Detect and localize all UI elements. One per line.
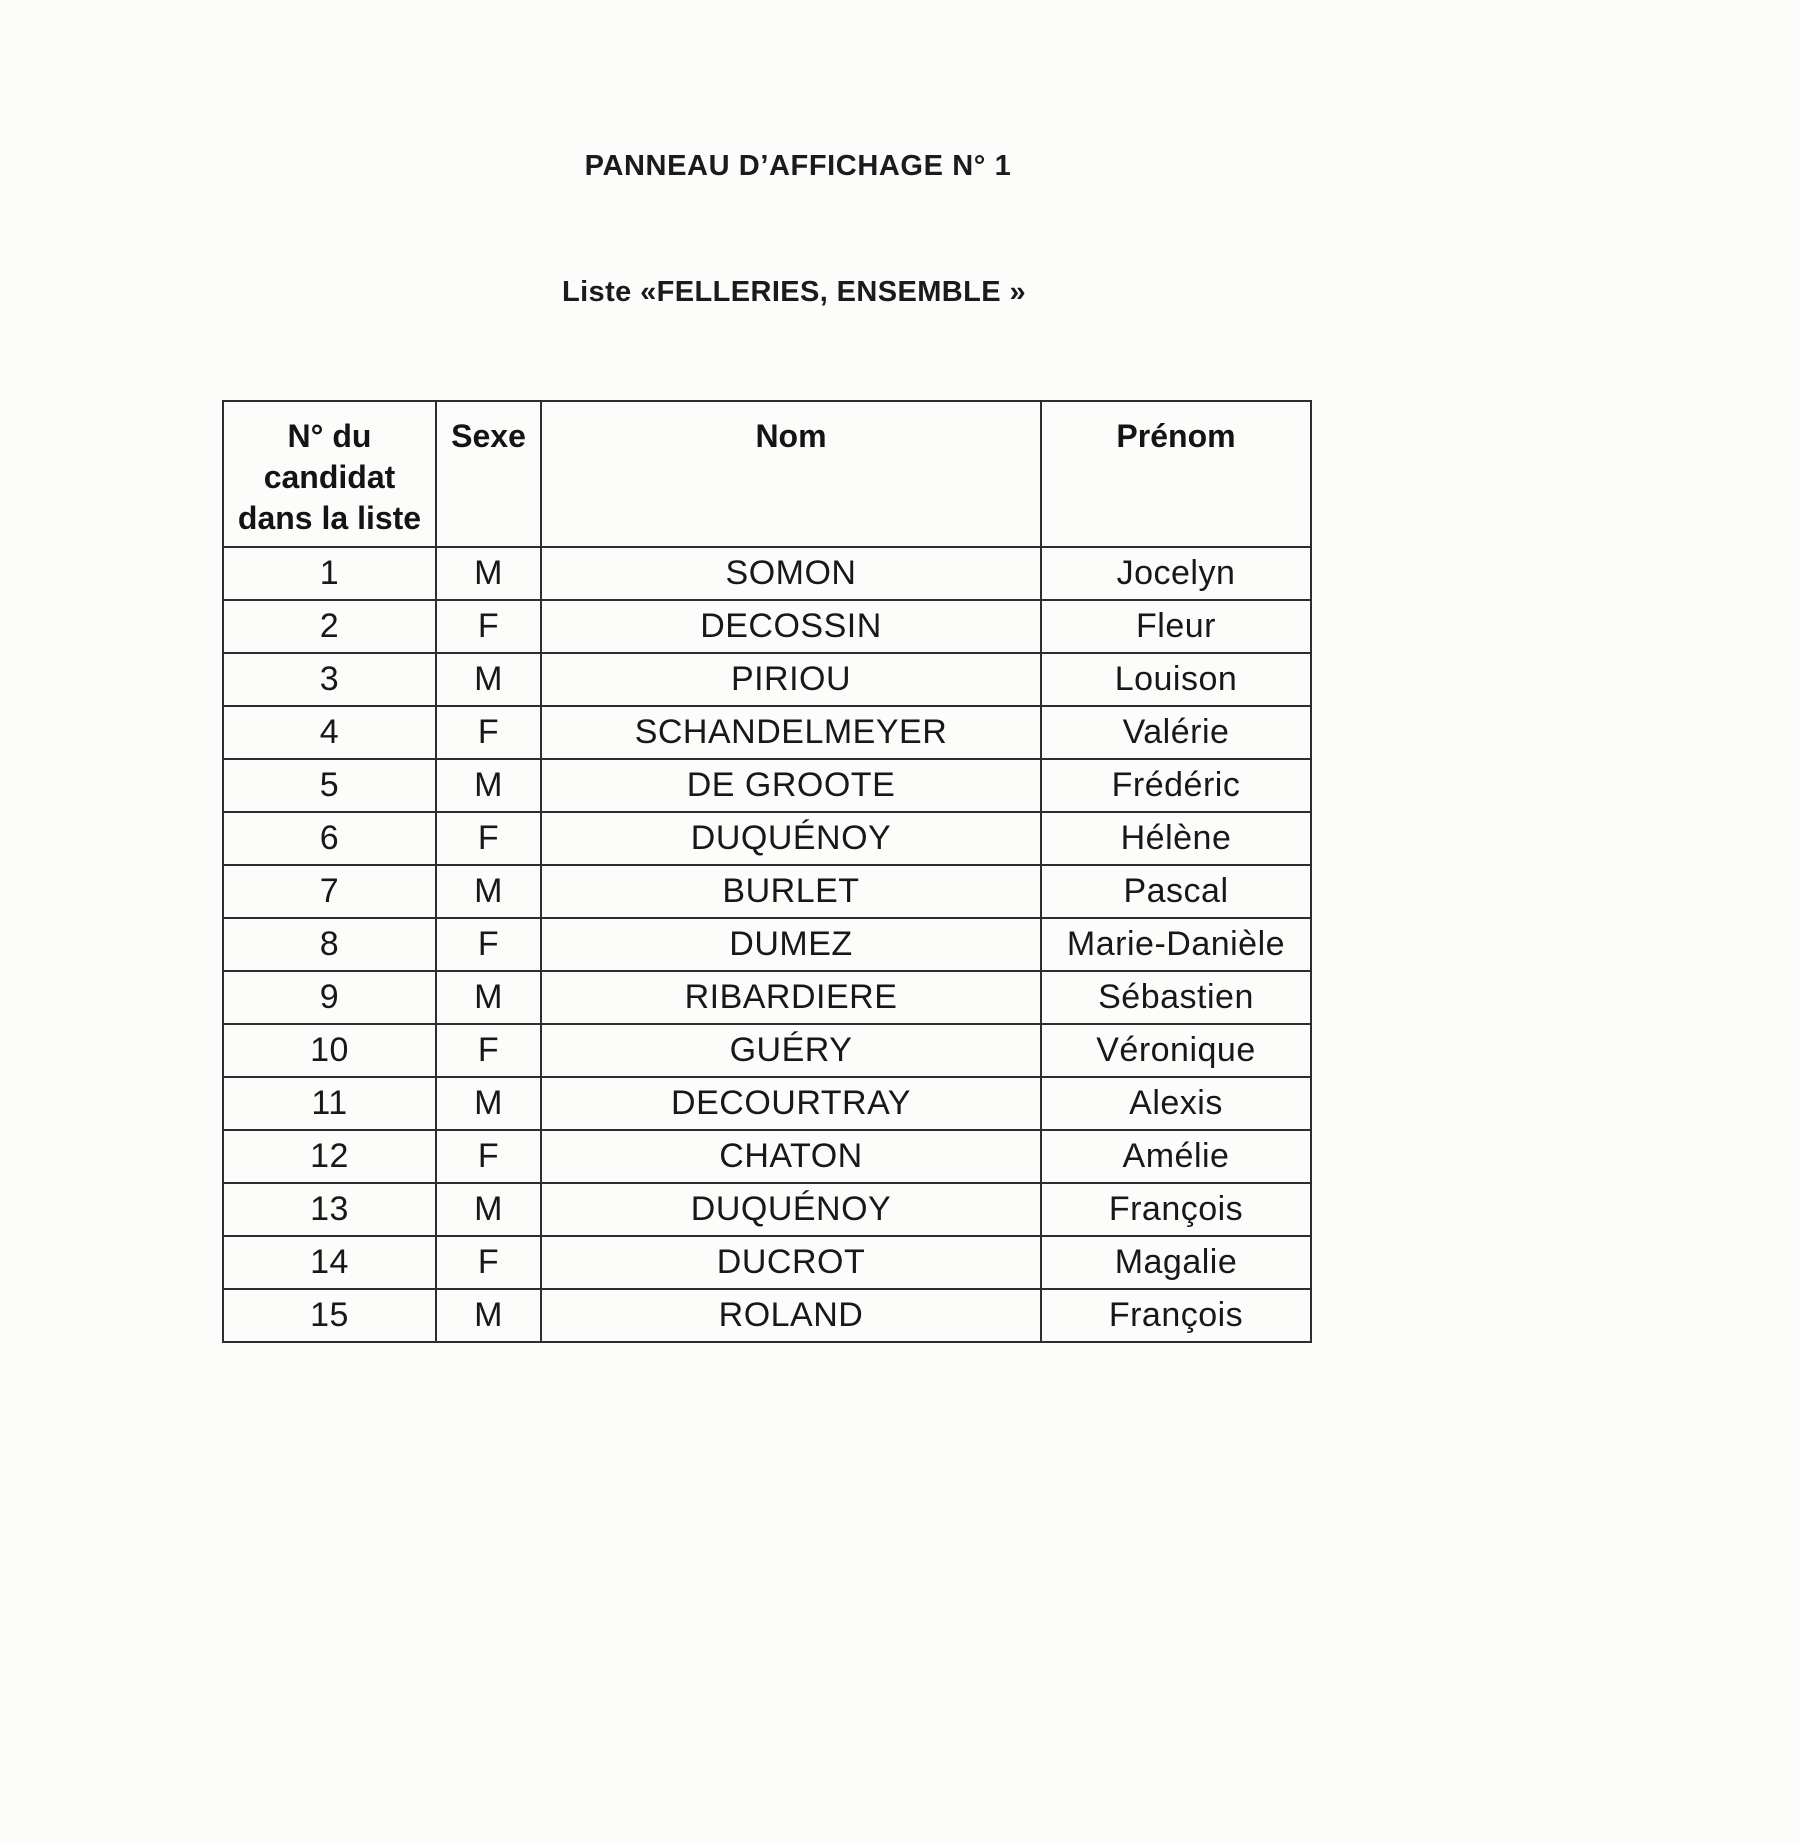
cell-nom: DECOSSIN [541,600,1041,653]
cell-nom: GUÉRY [541,1024,1041,1077]
table-row [223,759,1311,812]
cell-nom: ROLAND [541,1289,1041,1342]
page-title: PANNEAU D’AFFICHAGE N° 1 [584,150,1012,182]
cell-prenom: Véronique [1041,1024,1311,1077]
table-row [223,1130,1311,1183]
cell-nom: DUMEZ [541,918,1041,971]
cell-candidate-number: 8 [223,918,436,971]
cell-nom: RIBARDIERE [541,971,1041,1024]
cell-nom: SCHANDELMEYER [541,706,1041,759]
cell-nom: DUCROT [541,1236,1041,1289]
list-name: Liste «FELLERIES, ENSEMBLE » [561,276,1026,308]
cell-nom: CHATON [541,1130,1041,1183]
cell-candidate-number: 13 [223,1183,436,1236]
cell-prenom: Louison [1041,653,1311,706]
table-row [223,706,1311,759]
cell-candidate-number: 15 [223,1289,436,1342]
cell-candidate-number: 4 [223,706,436,759]
cell-nom: DECOURTRAY [541,1077,1041,1130]
cell-candidate-number: 2 [223,600,436,653]
cell-candidate-number: 14 [223,1236,436,1289]
table-row [223,653,1311,706]
cell-sexe: F [436,1130,541,1183]
table-row [223,547,1311,600]
col-header-sexe: Sexe [436,401,541,547]
page-title-block [0,150,1596,183]
cell-nom: PIRIOU [541,653,1041,706]
cell-sexe: M [436,1077,541,1130]
col-header-prenom: Prénom [1041,401,1311,547]
cell-candidate-number: 6 [223,812,436,865]
cell-candidate-number: 3 [223,653,436,706]
table-row [223,918,1311,971]
cell-prenom: Frédéric [1041,759,1311,812]
table-row [223,600,1311,653]
cell-candidate-number: 9 [223,971,436,1024]
cell-candidate-number: 5 [223,759,436,812]
cell-prenom: Hélène [1041,812,1311,865]
col-header-candidate-number: N° du candidat dans la liste [223,401,436,547]
cell-sexe: M [436,547,541,600]
list-name-block [0,276,1588,309]
table-row [223,1236,1311,1289]
cell-prenom: Pascal [1041,865,1311,918]
cell-prenom: Marie-Danièle [1041,918,1311,971]
cell-sexe: M [436,971,541,1024]
cell-nom: SOMON [541,547,1041,600]
col-header-nom: Nom [541,401,1041,547]
table-row [223,812,1311,865]
cell-prenom: Valérie [1041,706,1311,759]
cell-prenom: Magalie [1041,1236,1311,1289]
cell-prenom: Alexis [1041,1077,1311,1130]
table-row [223,865,1311,918]
table-row [223,971,1311,1024]
header-row [223,401,1311,547]
cell-candidate-number: 11 [223,1077,436,1130]
cell-candidate-number: 12 [223,1130,436,1183]
cell-sexe: F [436,812,541,865]
cell-nom: DUQUÉNOY [541,812,1041,865]
cell-nom: DUQUÉNOY [541,1183,1041,1236]
cell-prenom: Jocelyn [1041,547,1311,600]
table-row [223,1024,1311,1077]
cell-sexe: F [436,1236,541,1289]
cell-nom: BURLET [541,865,1041,918]
cell-prenom: François [1041,1183,1311,1236]
table-row [223,1183,1311,1236]
cell-sexe: M [436,865,541,918]
cell-prenom: Sébastien [1041,971,1311,1024]
cell-prenom: Fleur [1041,600,1311,653]
cell-sexe: F [436,918,541,971]
candidates-table [222,400,1312,1343]
cell-candidate-number: 1 [223,547,436,600]
cell-sexe: F [436,600,541,653]
cell-prenom: Amélie [1041,1130,1311,1183]
cell-sexe: M [436,759,541,812]
cell-sexe: M [436,1183,541,1236]
cell-sexe: F [436,1024,541,1077]
cell-candidate-number: 7 [223,865,436,918]
cell-sexe: M [436,1289,541,1342]
cell-candidate-number: 10 [223,1024,436,1077]
cell-sexe: M [436,653,541,706]
cell-sexe: F [436,706,541,759]
cell-nom: DE GROOTE [541,759,1041,812]
table-body [223,547,1311,1342]
table-row [223,1289,1311,1342]
table-header [223,401,1311,547]
cell-prenom: François [1041,1289,1311,1342]
table-row [223,1077,1311,1130]
